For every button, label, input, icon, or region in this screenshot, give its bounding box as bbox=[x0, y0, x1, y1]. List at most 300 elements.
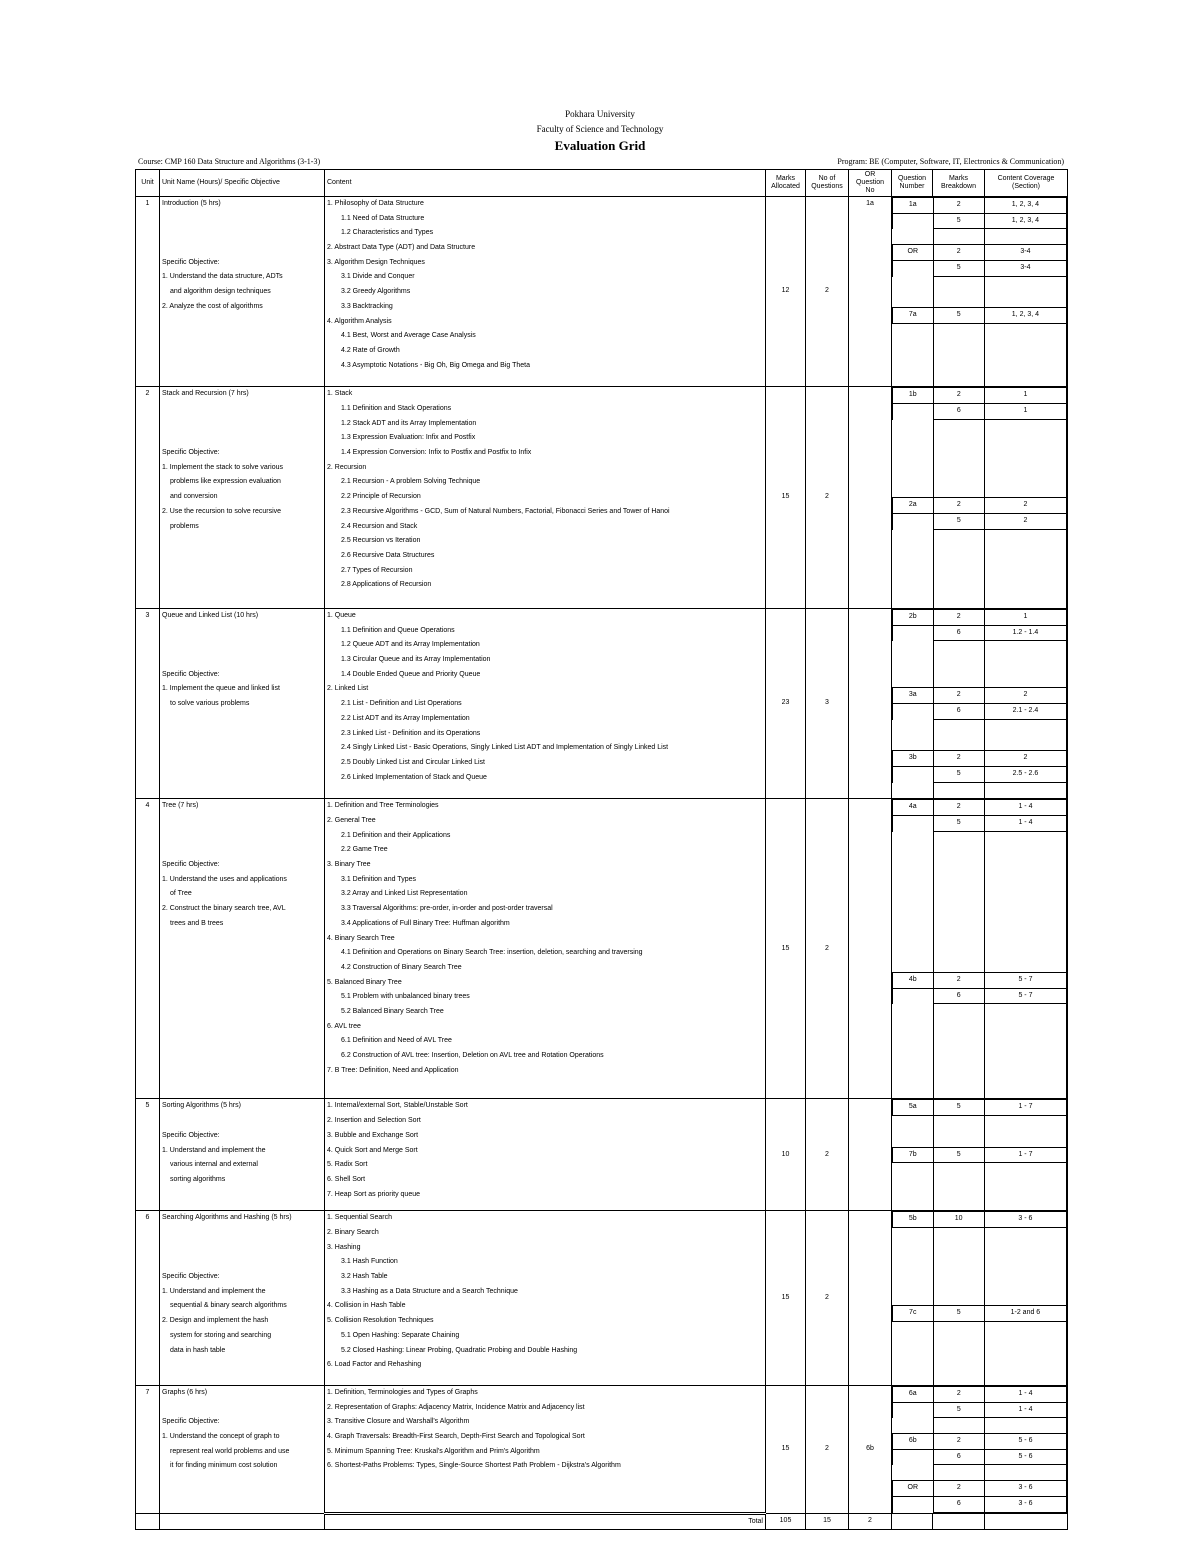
question-row bbox=[893, 576, 1067, 592]
question-row bbox=[893, 1131, 1067, 1147]
content-subtopic: 2.4 Recursion and Stack bbox=[341, 522, 418, 530]
marks-breakdown bbox=[933, 1051, 984, 1067]
question-breakdown-table bbox=[892, 387, 1067, 608]
question-number bbox=[893, 466, 934, 482]
question-number bbox=[893, 847, 934, 863]
marks-breakdown bbox=[933, 545, 984, 561]
unit-name: Tree (7 hrs) bbox=[162, 802, 199, 810]
objective-line: 2. Design and implement the hash bbox=[162, 1317, 269, 1325]
marks-breakdown bbox=[933, 482, 984, 498]
objective-line: 1. Understand and implement the bbox=[162, 1287, 266, 1295]
content-subtopic: 2.6 Recursive Data Structures bbox=[341, 551, 435, 559]
content-topic: 3. Transitive Closure and Warshall's Algorithm bbox=[327, 1418, 470, 1426]
content-topic: 4. Graph Traversals: Breadth-First Search, Depth-First Search and Topological Sort bbox=[327, 1432, 585, 1440]
question-number bbox=[893, 1082, 934, 1098]
marks-breakdown: 6 bbox=[933, 404, 984, 420]
question-row bbox=[893, 704, 1067, 720]
question-row bbox=[893, 1353, 1067, 1369]
question-row bbox=[893, 988, 1067, 1004]
objective-line: 2. Construct the binary search tree, AVL bbox=[162, 905, 286, 913]
content-cell bbox=[325, 1211, 766, 1386]
question-row bbox=[893, 1035, 1067, 1051]
marks-breakdown: 5 bbox=[933, 816, 984, 832]
content-subtopic: 2.1 Recursion - A problem Solving Technique bbox=[341, 478, 481, 486]
objective-heading: Specific Objective: bbox=[162, 861, 220, 869]
content-coverage bbox=[984, 831, 1066, 847]
total-row bbox=[136, 1513, 1068, 1530]
objective-line: sequential & binary search algorithms bbox=[170, 1302, 287, 1310]
marks-breakdown bbox=[933, 719, 984, 735]
marks-breakdown bbox=[933, 847, 984, 863]
content-coverage: 3-4 bbox=[984, 245, 1066, 261]
marks-breakdown bbox=[933, 419, 984, 435]
marks-breakdown: 5 bbox=[933, 260, 984, 276]
question-row bbox=[893, 592, 1067, 608]
question-number bbox=[893, 625, 934, 641]
question-row bbox=[893, 370, 1067, 386]
question-number bbox=[893, 957, 934, 973]
question-breakdown-cell bbox=[892, 799, 1068, 1099]
content-topic: 1. Philosophy of Data Structure bbox=[327, 200, 424, 207]
question-row bbox=[893, 957, 1067, 973]
question-number bbox=[893, 1290, 934, 1306]
marks-allocated: 10 bbox=[766, 1099, 806, 1211]
question-row bbox=[893, 910, 1067, 926]
question-number bbox=[893, 766, 934, 782]
question-number bbox=[893, 545, 934, 561]
marks-breakdown bbox=[933, 1228, 984, 1244]
marks-breakdown bbox=[933, 1116, 984, 1132]
content-coverage: 5 - 6 bbox=[984, 1449, 1066, 1465]
spacer bbox=[162, 843, 322, 858]
marks-breakdown: 2 bbox=[933, 1434, 984, 1450]
content-coverage: 3-4 bbox=[984, 260, 1066, 276]
content-subtopic: 2.4 Singly Linked List - Basic Operations, Singly Linked List ADT and Implementation of Singly Linked List bbox=[341, 744, 669, 752]
content-subtopic: 3.3 Traversal Algorithms: pre-order, in-order and post-order traversal bbox=[341, 905, 553, 913]
marks-breakdown bbox=[933, 466, 984, 482]
question-number bbox=[893, 482, 934, 498]
content-coverage bbox=[984, 847, 1066, 863]
question-number: 7b bbox=[893, 1147, 934, 1163]
marks-allocated: 15 bbox=[766, 799, 806, 1099]
question-number: 2b bbox=[893, 610, 934, 626]
unit-row bbox=[136, 387, 1068, 609]
question-breakdown-cell bbox=[892, 1211, 1068, 1386]
marks-breakdown bbox=[933, 529, 984, 545]
marks-breakdown: 6 bbox=[933, 1496, 984, 1512]
content-coverage bbox=[984, 1082, 1066, 1098]
content-coverage bbox=[984, 925, 1066, 941]
unit-row bbox=[136, 197, 1068, 387]
question-row bbox=[893, 404, 1067, 420]
marks-breakdown: 5 bbox=[933, 513, 984, 529]
question-number: 3a bbox=[893, 688, 934, 704]
question-number: 1b bbox=[893, 388, 934, 404]
content-topic: 5. Collision Resolution Techniques bbox=[327, 1317, 434, 1325]
question-number bbox=[893, 1228, 934, 1244]
question-number: 6a bbox=[893, 1386, 934, 1402]
empty-cell bbox=[892, 1513, 933, 1530]
question-row bbox=[893, 1481, 1067, 1497]
marks-breakdown bbox=[933, 1353, 984, 1369]
content-coverage bbox=[984, 782, 1066, 798]
content-subtopic: 1.2 Queue ADT and its Array Implementation bbox=[341, 641, 480, 649]
marks-breakdown bbox=[933, 370, 984, 386]
content-cell bbox=[325, 197, 766, 387]
content-coverage bbox=[984, 1465, 1066, 1481]
content-subtopic: 1.3 Expression Evaluation: Infix and Postfix bbox=[341, 434, 476, 442]
content-coverage bbox=[984, 719, 1066, 735]
objective-heading: Specific Objective: bbox=[162, 449, 220, 457]
content-topic: 3. Bubble and Exchange Sort bbox=[327, 1131, 419, 1139]
question-row bbox=[893, 735, 1067, 751]
content-subtopic: 2.8 Applications of Recursion bbox=[341, 581, 432, 589]
objective-line: 1. Understand the concept of graph to bbox=[162, 1432, 280, 1440]
question-number: 5a bbox=[893, 1100, 934, 1116]
content-subtopic: 1.4 Double Ended Queue and Priority Queue bbox=[341, 670, 481, 678]
content-coverage bbox=[985, 419, 1067, 435]
content-topic: 1. Definition and Tree Terminologies bbox=[327, 802, 439, 810]
content-coverage bbox=[984, 1418, 1066, 1434]
col-question-number: Question Number bbox=[892, 170, 933, 197]
spacer bbox=[162, 829, 322, 844]
marks-breakdown: 2 bbox=[933, 388, 984, 404]
content-subtopic: 2.7 Types of Recursion bbox=[341, 566, 413, 574]
content-subtopic: 4.3 Asymptotic Notations - Big Oh, Big Omega and Big Theta bbox=[341, 361, 530, 369]
marks-breakdown: 2 bbox=[933, 610, 984, 626]
content-topic: 4. Algorithm Analysis bbox=[327, 317, 392, 325]
marks-breakdown bbox=[933, 276, 984, 292]
content-coverage: 1 - 4 bbox=[984, 800, 1066, 816]
content-topic: 6. Shortest-Paths Problems: Types, Single-Source Shortest Path Problem - Dijkstra's Algorithm bbox=[327, 1462, 621, 1470]
question-number bbox=[893, 910, 934, 926]
question-number bbox=[893, 988, 934, 1004]
content-subtopic: 5.2 Closed Hashing: Linear Probing, Quadratic Probing and Double Hashing bbox=[341, 1346, 578, 1354]
content-subtopic: 2.6 Linked Implementation of Stack and Queue bbox=[341, 773, 487, 781]
content-coverage bbox=[984, 1020, 1066, 1036]
unit-row bbox=[136, 1385, 1068, 1513]
content-topic: 2. Binary Search bbox=[327, 1229, 379, 1237]
spacer bbox=[162, 241, 322, 256]
marks-breakdown bbox=[933, 339, 984, 355]
content-subtopic: 4.1 Definition and Operations on Binary Search Tree: insertion, deletion, searching and traversing bbox=[341, 949, 643, 957]
question-number bbox=[893, 339, 934, 355]
content-topic: 1. Definition, Terminologies and Types of Graphs bbox=[327, 1388, 478, 1396]
unit-name-cell bbox=[160, 799, 325, 1099]
objective-line: and conversion bbox=[170, 493, 218, 501]
question-number bbox=[893, 1243, 934, 1259]
or-question bbox=[849, 1099, 892, 1211]
question-number bbox=[893, 513, 934, 529]
question-row bbox=[893, 847, 1067, 863]
marks-breakdown: 2 bbox=[933, 800, 984, 816]
content-coverage bbox=[984, 1035, 1066, 1051]
content-subtopic: 5.1 Open Hashing: Separate Chaining bbox=[341, 1331, 460, 1339]
marks-breakdown bbox=[933, 451, 984, 467]
empty-cell bbox=[985, 1513, 1068, 1530]
marks-breakdown bbox=[933, 735, 984, 751]
content-coverage: 1 bbox=[984, 610, 1066, 626]
content-subtopic: 3.2 Array and Linked List Representation bbox=[341, 890, 468, 898]
content-topic: 5. Radix Sort bbox=[327, 1161, 368, 1169]
content-coverage bbox=[984, 957, 1066, 973]
col-questions: No of Questions bbox=[806, 170, 849, 197]
question-number bbox=[893, 1322, 934, 1338]
question-number bbox=[893, 1116, 934, 1132]
content-coverage bbox=[984, 323, 1066, 339]
question-row bbox=[893, 641, 1067, 657]
objective-line: system for storing and searching bbox=[170, 1331, 272, 1339]
question-number: 5b bbox=[893, 1212, 934, 1228]
question-number bbox=[893, 370, 934, 386]
marks-breakdown bbox=[933, 1067, 984, 1083]
content-coverage bbox=[984, 1353, 1066, 1369]
question-row bbox=[893, 419, 1067, 435]
question-row bbox=[893, 1100, 1067, 1116]
university-name: Pokhara University bbox=[565, 109, 635, 119]
content-coverage bbox=[984, 292, 1066, 308]
unit-name-cell bbox=[160, 609, 325, 799]
content-topic: 5. Minimum Spanning Tree: Kruskal's Algorithm and Prim's Algorithm bbox=[327, 1447, 540, 1455]
content-topic: 5. Balanced Binary Tree bbox=[327, 978, 402, 986]
marks-breakdown: 2 bbox=[933, 1481, 984, 1497]
question-number: OR bbox=[893, 245, 934, 261]
content-coverage: 2 bbox=[984, 751, 1066, 767]
marks-breakdown: 5 bbox=[933, 766, 984, 782]
content-coverage bbox=[984, 1163, 1066, 1179]
question-row bbox=[893, 1212, 1067, 1228]
question-count: 2 bbox=[806, 387, 849, 609]
unit-number: 6 bbox=[136, 1211, 160, 1386]
question-number bbox=[893, 435, 934, 451]
content-coverage bbox=[984, 1228, 1066, 1244]
spacer bbox=[162, 1114, 322, 1129]
marks-breakdown bbox=[933, 1337, 984, 1353]
content-cell bbox=[325, 387, 766, 609]
question-row bbox=[893, 941, 1067, 957]
question-row bbox=[893, 1147, 1067, 1163]
unit-name-cell bbox=[160, 387, 325, 609]
marks-breakdown bbox=[933, 1259, 984, 1275]
content-coverage bbox=[984, 1259, 1066, 1275]
spacer bbox=[162, 1241, 322, 1256]
content-cell bbox=[325, 1385, 766, 1513]
question-row bbox=[893, 657, 1067, 673]
spacer bbox=[162, 1226, 322, 1241]
objective-line: sorting algorithms bbox=[170, 1175, 226, 1183]
question-row bbox=[893, 545, 1067, 561]
empty-cell bbox=[136, 1513, 160, 1530]
marks-breakdown bbox=[933, 941, 984, 957]
question-number: 4a bbox=[893, 800, 934, 816]
content-coverage bbox=[984, 354, 1066, 370]
question-number bbox=[893, 1163, 934, 1179]
question-row bbox=[893, 1290, 1067, 1306]
objective-line: it for finding minimum cost solution bbox=[170, 1462, 278, 1470]
marks-breakdown: 5 bbox=[933, 1100, 984, 1116]
content-topic: 1. Internal/external Sort, Stable/Unstable Sort bbox=[327, 1102, 468, 1110]
marks-breakdown bbox=[933, 1035, 984, 1051]
content-subtopic: 1.1 Definition and Stack Operations bbox=[341, 405, 452, 413]
content-coverage: 1 bbox=[985, 388, 1067, 404]
question-number bbox=[893, 1402, 934, 1418]
content-subtopic: 1.2 Characteristics and Types bbox=[341, 229, 434, 237]
col-or: OR Question No bbox=[849, 170, 892, 197]
empty-cell bbox=[933, 1513, 985, 1530]
content-subtopic: 3.1 Definition and Types bbox=[341, 875, 416, 883]
question-breakdown-table bbox=[892, 799, 1067, 1098]
question-number bbox=[893, 641, 934, 657]
question-row bbox=[893, 688, 1067, 704]
content-subtopic: 6.2 Construction of AVL tree: Insertion, Deletion on AVL tree and Rotation Operations bbox=[341, 1052, 604, 1060]
question-number bbox=[893, 1418, 934, 1434]
content-topic: 7. B Tree: Definition, Need and Application bbox=[327, 1066, 459, 1074]
question-row bbox=[893, 388, 1067, 404]
marks-allocated: 15 bbox=[766, 1211, 806, 1386]
marks-breakdown bbox=[933, 1082, 984, 1098]
marks-breakdown: 5 bbox=[933, 1147, 984, 1163]
content-coverage bbox=[985, 545, 1067, 561]
question-row bbox=[893, 1306, 1067, 1322]
objective-line: 1. Understand the uses and applications bbox=[162, 875, 287, 883]
question-row bbox=[893, 610, 1067, 626]
marks-breakdown bbox=[933, 957, 984, 973]
objective-heading: Specific Objective: bbox=[162, 258, 220, 266]
content-coverage bbox=[984, 276, 1066, 292]
content-coverage bbox=[985, 451, 1067, 467]
question-number: 4b bbox=[893, 972, 934, 988]
content-subtopic: 5.1 Problem with unbalanced binary trees bbox=[341, 993, 470, 1001]
spacer bbox=[162, 638, 322, 653]
question-row bbox=[893, 529, 1067, 545]
objective-heading: Specific Objective: bbox=[162, 1131, 220, 1139]
content-coverage bbox=[984, 1369, 1066, 1385]
question-row bbox=[893, 1243, 1067, 1259]
question-breakdown-cell bbox=[892, 387, 1068, 609]
question-breakdown-table bbox=[892, 197, 1067, 386]
question-number bbox=[893, 672, 934, 688]
question-row bbox=[893, 800, 1067, 816]
question-number bbox=[893, 1259, 934, 1275]
spacer bbox=[162, 226, 322, 241]
unit-number: 2 bbox=[136, 387, 160, 609]
objective-line: trees and B trees bbox=[170, 919, 224, 927]
content-topic: 2. Recursion bbox=[327, 463, 367, 471]
total-questions: 15 bbox=[806, 1513, 849, 1530]
marks-breakdown: 2 bbox=[933, 688, 984, 704]
content-coverage bbox=[984, 229, 1066, 245]
col-unit-name: Unit Name (Hours)/ Specific Objective bbox=[160, 170, 325, 197]
content-subtopic: 3.3 Hashing as a Data Structure and a Search Technique bbox=[341, 1287, 518, 1295]
unit-name: Sorting Algorithms (5 hrs) bbox=[162, 1102, 241, 1110]
content-coverage: 3 - 6 bbox=[984, 1481, 1066, 1497]
content-coverage bbox=[984, 735, 1066, 751]
marks-allocated: 15 bbox=[766, 387, 806, 609]
unit-number: 7 bbox=[136, 1385, 160, 1513]
content-coverage bbox=[985, 592, 1067, 608]
marks-breakdown bbox=[933, 1275, 984, 1291]
question-number bbox=[893, 576, 934, 592]
spacer bbox=[162, 402, 322, 417]
content-subtopic: 5.2 Balanced Binary Search Tree bbox=[341, 1007, 444, 1015]
marks-breakdown bbox=[933, 894, 984, 910]
marks-breakdown bbox=[933, 1131, 984, 1147]
unit-name-cell bbox=[160, 1211, 325, 1386]
question-row bbox=[893, 1228, 1067, 1244]
content-coverage bbox=[985, 435, 1067, 451]
content-subtopic: 2.1 List - Definition and List Operations bbox=[341, 700, 462, 708]
unit-name: Graphs (6 hrs) bbox=[162, 1388, 208, 1396]
question-row bbox=[893, 513, 1067, 529]
question-number bbox=[893, 276, 934, 292]
marks-breakdown bbox=[933, 782, 984, 798]
question-number bbox=[893, 1004, 934, 1020]
content-coverage: 5 - 6 bbox=[984, 1434, 1066, 1450]
objective-line: 2. Analyze the cost of algorithms bbox=[162, 302, 263, 310]
content-coverage bbox=[985, 482, 1067, 498]
unit-name: Searching Algorithms and Hashing (5 hrs) bbox=[162, 1214, 292, 1222]
marks-breakdown: 5 bbox=[933, 307, 984, 323]
question-count: 3 bbox=[806, 609, 849, 799]
question-number bbox=[893, 894, 934, 910]
content-topic: 7. Heap Sort as priority queue bbox=[327, 1190, 420, 1198]
marks-breakdown: 6 bbox=[933, 1449, 984, 1465]
content-coverage bbox=[984, 672, 1066, 688]
content-topic: 2. Insertion and Selection Sort bbox=[327, 1117, 421, 1125]
content-coverage bbox=[984, 1322, 1066, 1338]
content-coverage bbox=[984, 1178, 1066, 1194]
marks-breakdown bbox=[933, 910, 984, 926]
content-subtopic: 4.2 Rate of Growth bbox=[341, 346, 400, 354]
question-row bbox=[893, 339, 1067, 355]
question-row bbox=[893, 245, 1067, 261]
content-subtopic: 2.2 List ADT and its Array Implementation bbox=[341, 714, 470, 722]
marks-breakdown bbox=[933, 657, 984, 673]
question-count: 2 bbox=[806, 799, 849, 1099]
question-number: 6b bbox=[893, 1434, 934, 1450]
question-number bbox=[893, 529, 934, 545]
question-number bbox=[893, 229, 934, 245]
question-row bbox=[893, 276, 1067, 292]
marks-breakdown bbox=[933, 925, 984, 941]
question-row bbox=[893, 782, 1067, 798]
content-coverage: 2 bbox=[985, 498, 1067, 514]
marks-breakdown: 5 bbox=[933, 1306, 984, 1322]
question-count: 2 bbox=[806, 1099, 849, 1211]
content-topic: 1. Queue bbox=[327, 612, 356, 620]
question-breakdown-table bbox=[892, 1099, 1067, 1210]
content-topic: 2. Abstract Data Type (ADT) and Data Structure bbox=[327, 244, 476, 252]
question-row bbox=[893, 213, 1067, 229]
unit-number: 5 bbox=[136, 1099, 160, 1211]
question-number bbox=[893, 831, 934, 847]
content-topic: 4. Collision in Hash Table bbox=[327, 1302, 406, 1310]
col-coverage: Content Coverage (Section) bbox=[985, 170, 1068, 197]
marks-breakdown bbox=[933, 1290, 984, 1306]
unit-row bbox=[136, 799, 1068, 1099]
question-count: 2 bbox=[806, 197, 849, 387]
unit-number: 3 bbox=[136, 609, 160, 799]
or-question bbox=[849, 1211, 892, 1386]
content-coverage bbox=[984, 863, 1066, 879]
marks-breakdown: 6 bbox=[933, 625, 984, 641]
question-number bbox=[893, 1369, 934, 1385]
objective-line: and algorithm design techniques bbox=[170, 288, 271, 296]
question-row bbox=[893, 1369, 1067, 1385]
content-subtopic: 3.2 Hash Table bbox=[341, 1273, 388, 1281]
question-number bbox=[893, 560, 934, 576]
marks-breakdown: 2 bbox=[933, 1386, 984, 1402]
